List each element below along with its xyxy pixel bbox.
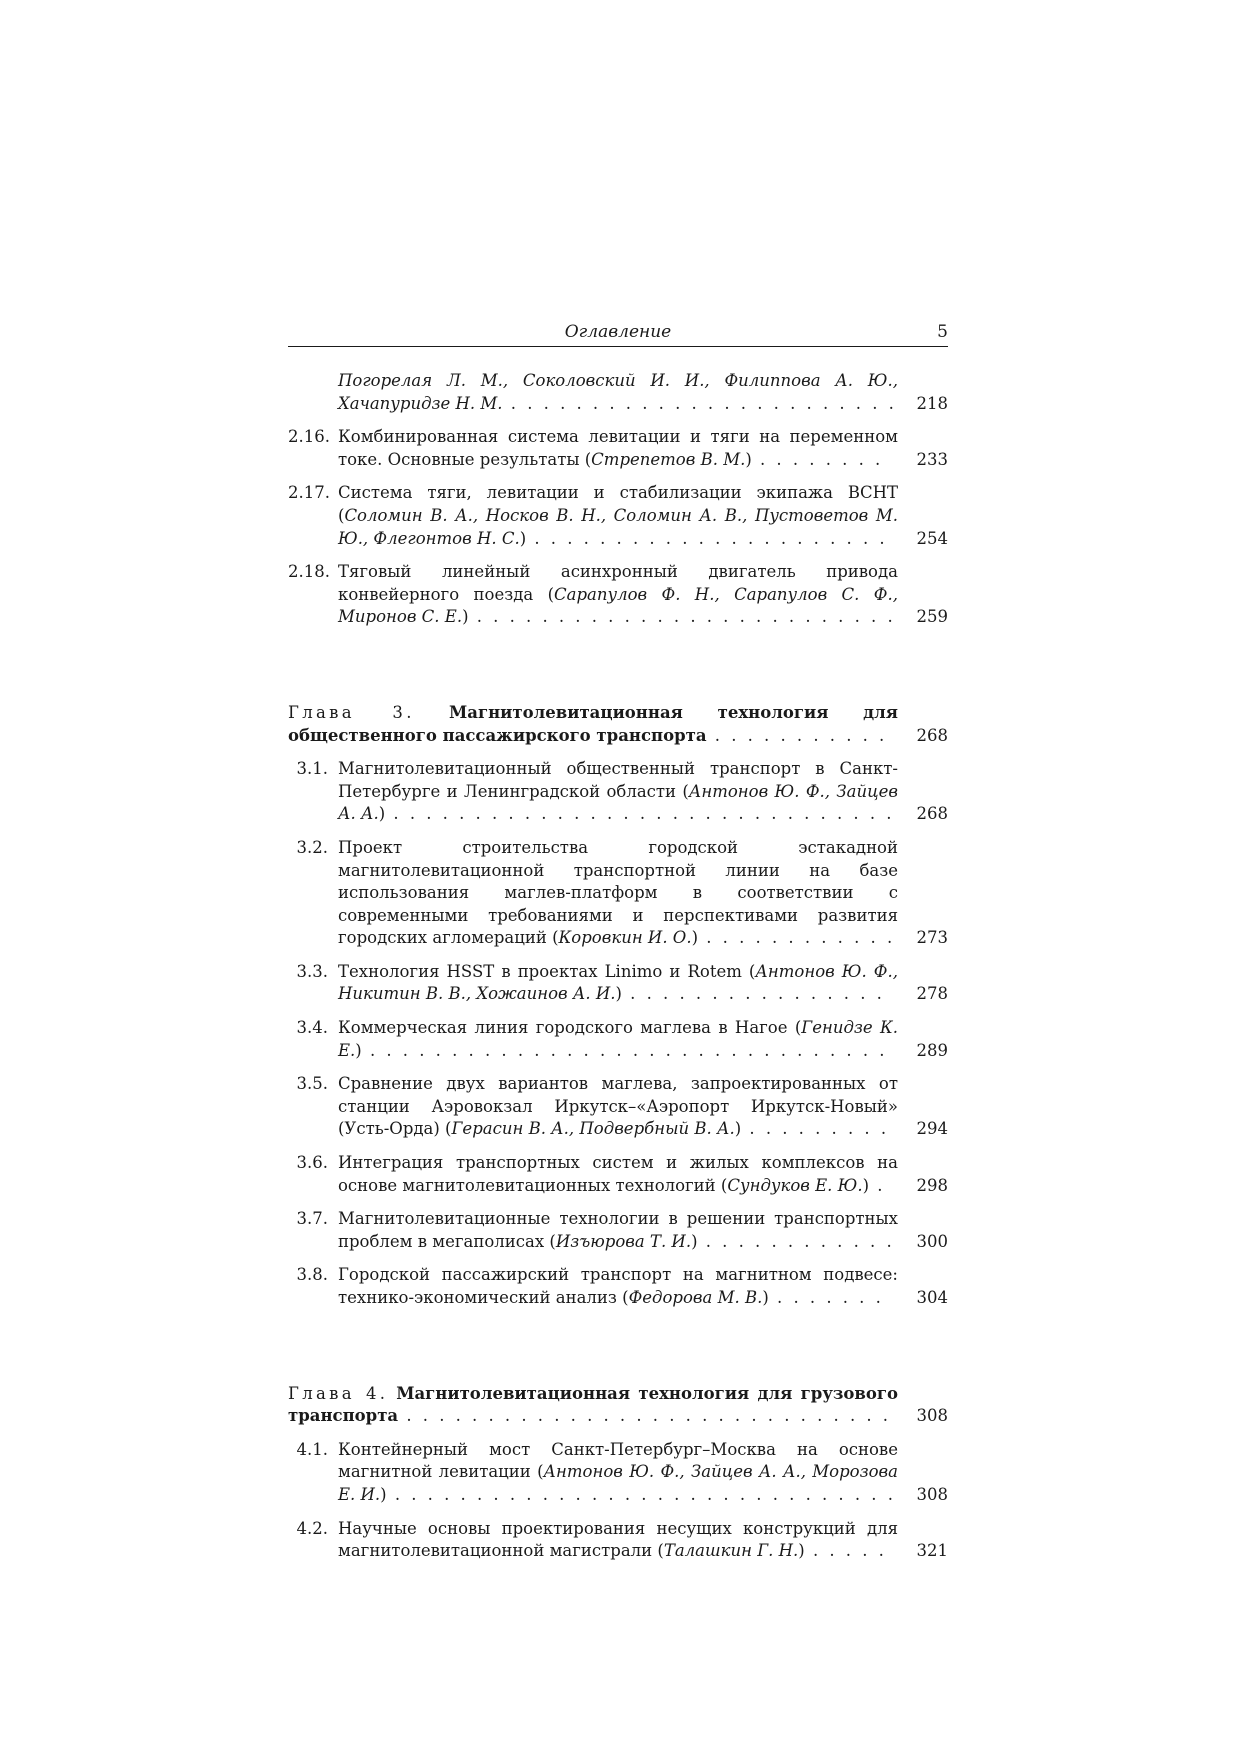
- entry-close: ): [380, 1484, 387, 1504]
- entry-close: ): [615, 984, 622, 1004]
- entry-text: [338, 1439, 898, 1507]
- toc-entry[interactable]: [288, 370, 948, 415]
- dot-leaders: . . . . . . . . . . . . . . . . . . . . . . . . . .: [468, 607, 896, 627]
- toc-entry[interactable]: [288, 837, 948, 950]
- entry-number: 2.17.: [288, 483, 330, 503]
- entry-number: 3.8.: [296, 1265, 328, 1285]
- entry-close: ): [462, 607, 469, 627]
- entry-close: ): [745, 449, 752, 469]
- toc-entry[interactable]: [288, 561, 948, 629]
- entry-number: 3.7.: [296, 1209, 328, 1229]
- toc-section: [288, 1321, 948, 1563]
- entry-page: 304: [916, 1288, 948, 1307]
- entry-title: Тяговый линейный асинхронный двигатель привода конвейерного поезда (: [338, 562, 898, 604]
- entry-authors: Антонов Ю. Ф., Зайцев А. А.: [338, 781, 898, 824]
- entry-number: 3.4.: [296, 1018, 328, 1038]
- entry-number: 4.1.: [296, 1439, 328, 1459]
- entry-number: 3.6.: [296, 1153, 328, 1173]
- entry-page: 254: [916, 528, 948, 548]
- entry-title: Сравнение двух вариантов маглева, запроектированных от станции Аэровокзал Иркутск–«Аэропорт Иркутск-Новый» (Усть-Орда) (: [338, 1074, 898, 1139]
- entry-authors: Антонов Ю. Ф., Никитин В. В., Хожаинов А. И.: [338, 961, 898, 1004]
- entry-page: 268: [916, 804, 948, 824]
- entry-title: Система тяги, левитации и стабилизации экипажа ВСНТ (: [338, 483, 898, 525]
- chapter-title: Магнитолевитационная технология для общественного пассажирского транспорта: [288, 702, 898, 745]
- toc-entry[interactable]: [288, 482, 948, 550]
- chapter-page: 308: [916, 1406, 948, 1426]
- dot-leaders: . . . . . . . . . . . . . . . . . . . . . . . . . . . . . . .: [385, 804, 895, 824]
- chapter-label: Глава 3.: [288, 702, 415, 722]
- entry-close: ): [691, 928, 699, 948]
- entry-close: ): [519, 528, 527, 548]
- entry-text: [338, 1152, 898, 1197]
- entry-text: [338, 426, 898, 471]
- entry-authors: Соломин В. А., Носков В. Н., Соломин А. В., Пустоветов М. Ю., Флегонтов Н. С.: [338, 505, 898, 548]
- toc-section: [288, 370, 948, 629]
- entry-authors: Герасин В. А., Подвербный В. А.: [451, 1119, 735, 1139]
- entry-text: [338, 1518, 898, 1563]
- entry-close: ): [378, 804, 386, 824]
- toc-entry[interactable]: [288, 961, 948, 1006]
- dot-leaders: . . . . . . . . . . . . . . . . . . . . . . . . . . . . . .: [398, 1406, 892, 1426]
- entry-number: 2.18.: [288, 562, 330, 582]
- header-title: Оглавление: [564, 322, 672, 342]
- entry-close: ): [691, 1231, 698, 1251]
- entry-title: Научные основы проектирования несущих конструкций для магнитолевитационной магистрали (: [338, 1518, 898, 1561]
- entry-authors: Изъюрова Т. И.: [555, 1231, 692, 1251]
- entry-close: ): [798, 1541, 805, 1561]
- entry-title: Интеграция транспортных систем и жилых комплексов на основе магнитолевитационных технологий (: [338, 1153, 898, 1195]
- entry-page: 300: [916, 1231, 948, 1251]
- entry-text: [338, 1017, 898, 1062]
- entry-page: 278: [916, 984, 948, 1004]
- entry-authors: Сарапулов Ф. Н., Сарапулов С. Ф., Миронов С. Е.: [338, 584, 898, 627]
- dot-leaders: . . . . . . . . . . . . . . . . . . . . . . . . . . . . . . . .: [361, 1040, 888, 1060]
- entry-title: Коммерческая линия городского маглева в Нагое (: [338, 1018, 802, 1038]
- toc-entry[interactable]: [288, 758, 948, 826]
- entry-authors: Антонов Ю. Ф., Зайцев А. А., Морозова Е. И.: [338, 1462, 898, 1504]
- toc-entry[interactable]: [288, 1017, 948, 1062]
- entry-close: ): [862, 1175, 870, 1195]
- entry-text: [338, 561, 898, 629]
- entry-title: Комбинированная система левитации и тяги на переменном токе. Основные результаты (: [338, 427, 898, 469]
- toc-entry[interactable]: [288, 1264, 948, 1309]
- entry-page: 298: [916, 1175, 948, 1195]
- dot-leaders: . . . . . . . . . . . . . . . . . . . . . . . . . . . . . . .: [386, 1484, 896, 1504]
- entry-title: Магнитолевитационные технологии в решении транспортных проблем в мегаполисах (: [338, 1209, 898, 1251]
- entry-text: [338, 1264, 898, 1309]
- entry-page: 308: [916, 1484, 948, 1504]
- chapter-title: Магнитолевитационная технология для грузового транспорта: [288, 1383, 898, 1426]
- entry-number: 3.1.: [296, 759, 328, 779]
- chapter-label: Глава 4.: [288, 1383, 389, 1403]
- entry-number: 3.2.: [296, 837, 328, 857]
- dot-leaders: . . . . .: [804, 1541, 887, 1561]
- entry-authors: Федорова М. В.: [628, 1288, 763, 1307]
- header-page-number: 5: [937, 322, 948, 342]
- toc-entry[interactable]: [288, 1152, 948, 1197]
- dot-leaders: . . . . . . . . . . . .: [697, 1231, 895, 1251]
- dot-leaders: . . . . . . .: [768, 1288, 884, 1307]
- entry-page: 233: [916, 449, 948, 469]
- section-spacer: [288, 640, 948, 702]
- entry-text: [338, 1208, 898, 1253]
- entry-text: [338, 837, 898, 950]
- entry-title: Проект строительства городской эстакадной магнитолевитационной транспортной линии на базе использования маглев-платформ в соответствии с современными требованиями и перспективами развития городских агломераций (: [338, 837, 898, 948]
- entry-page: 259: [916, 607, 948, 627]
- entry-page: 294: [916, 1119, 948, 1139]
- entry-text: [338, 370, 898, 415]
- toc-entry[interactable]: [288, 1073, 948, 1141]
- entry-text: [338, 482, 898, 550]
- entry-title: Технология HSST в проектах Linimo и Rotem (: [338, 961, 756, 981]
- dot-leaders: . . . . . . . . .: [741, 1119, 890, 1139]
- entry-number: 3.5.: [296, 1074, 328, 1094]
- toc-entry[interactable]: [288, 1518, 948, 1563]
- chapter-page: 268: [916, 725, 948, 745]
- toc-entry[interactable]: [288, 1439, 948, 1507]
- running-header: [288, 322, 948, 347]
- entry-page: 273: [916, 928, 948, 948]
- dot-leaders: . . . . . . . . . . . . . . . . . . . . . . . .: [502, 393, 897, 413]
- dot-leaders: . . . . . . . . . . . .: [698, 928, 896, 948]
- chapter-heading[interactable]: [288, 702, 948, 747]
- dot-leaders: . . . . . . . . . . .: [706, 725, 888, 745]
- entry-close: ): [762, 1288, 769, 1307]
- entry-close: ): [355, 1040, 362, 1060]
- section-spacer: [288, 1321, 948, 1383]
- toc-entry[interactable]: [288, 1208, 948, 1253]
- entry-authors: Сундуков Е. Ю.: [727, 1175, 863, 1195]
- chapter-heading[interactable]: [288, 1383, 948, 1428]
- chapter-text: [288, 1383, 898, 1428]
- entry-page: 289: [916, 1040, 948, 1060]
- entry-close: ): [734, 1119, 742, 1139]
- dot-leaders: . . . . . . . .: [751, 449, 884, 469]
- entry-page: 321: [916, 1541, 948, 1561]
- entry-authors: Коровкин И. О.: [558, 928, 692, 948]
- dot-leaders: . . . . . . . . . . . . . . . .: [621, 984, 885, 1004]
- chapter-text: [288, 702, 898, 747]
- entry-authors: Талашкин Г. Н.: [663, 1541, 799, 1561]
- entry-number: 2.16.: [288, 427, 330, 447]
- toc-entry[interactable]: [288, 426, 948, 471]
- entry-title: Городской пассажирский транспорт на магнитном подвесе: технико-экономический анализ (: [338, 1265, 898, 1307]
- entry-page: 218: [916, 393, 948, 413]
- entry-text: [338, 1073, 898, 1141]
- entry-authors: Стрепетов В. М.: [591, 449, 746, 469]
- dot-leaders: . . . . . . . . . . . . . . . . . . . . . .: [526, 528, 888, 548]
- table-of-contents: [288, 370, 948, 1574]
- entry-authors: Погорелая Л. М., Соколовский И. И., Филиппова А. Ю., Хачапуридзе Н. М.: [338, 371, 898, 413]
- entry-title: Магнитолевитационный общественный транспорт в Санкт-Петербурге и Ленинградской области (: [338, 759, 898, 801]
- entry-title: Контейнерный мост Санкт-Петербург–Москва на основе магнитной левитации (: [338, 1439, 898, 1482]
- entry-authors: Генидзе К. Е.: [338, 1018, 899, 1060]
- entry-number: 3.3.: [296, 961, 328, 981]
- toc-section: [288, 640, 948, 1310]
- entry-number: 4.2.: [296, 1518, 328, 1538]
- entry-text: [338, 961, 898, 1006]
- dot-leaders: .: [869, 1175, 886, 1195]
- entry-text: [338, 758, 898, 826]
